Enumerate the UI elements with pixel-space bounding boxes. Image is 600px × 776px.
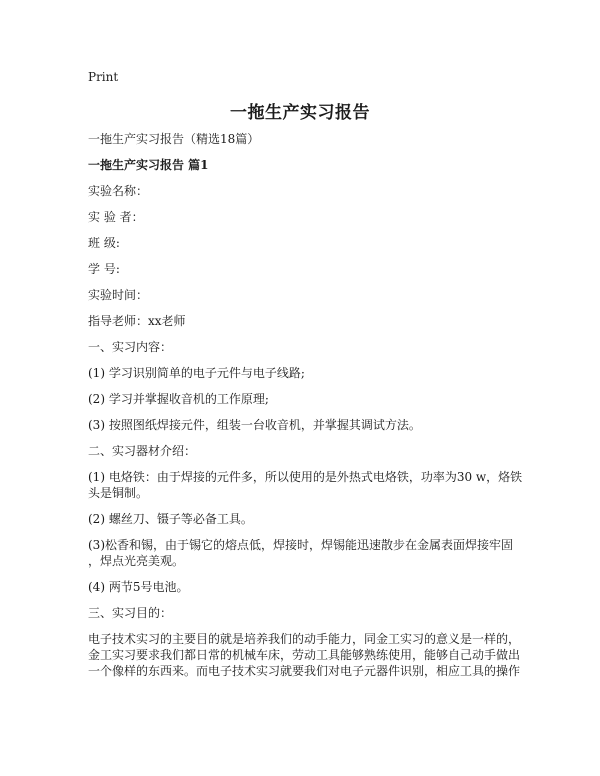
part3-paragraph-line: 电子技术实习的主要目的就是培养我们的动手能力，同金工实习的意义是一样的，: [88, 632, 521, 646]
field-experiment-time: 实验时间：: [88, 288, 149, 302]
part2-item-line: 头是铜制。: [88, 486, 149, 500]
part2-item-line: (4) 两节5号电池。: [88, 580, 189, 594]
document-body: [88, 131, 523, 679]
field-class: 班 级:: [88, 236, 120, 250]
part2-item-line: ，焊点光亮美观。: [88, 554, 185, 568]
section-heading: 一拖生产实习报告 篇1: [88, 158, 209, 172]
part2-item-line: (3)松香和锡，由于锡它的熔点低，焊接时，焊锡能迅速散步在金属表面焊接牢固: [88, 538, 514, 552]
field-experiment-name: 实验名称：: [88, 184, 149, 198]
part2-item-line: (2) 螺丝刀、镊子等必备工具。: [88, 512, 253, 526]
part1-item: (1) 学习识别简单的电子元件与电子线路;: [88, 366, 305, 380]
part1-item: (2) 学习并掌握收音机的工作原理;: [88, 392, 269, 406]
document-title: 一拖生产实习报告: [230, 103, 370, 123]
document-subtitle: 一拖生产实习报告（精选18篇）: [88, 132, 260, 146]
part2-heading: 二、实习器材介绍：: [88, 444, 197, 458]
part3-paragraph-line: 金工实习要求我们都日常的机械车床，劳动工具能够熟练使用，能够自己动手做出: [88, 648, 521, 662]
part1-heading: 一、实习内容：: [88, 340, 173, 354]
part3-heading: 三、实习目的：: [88, 606, 173, 620]
field-student-id: 学 号:: [88, 262, 120, 276]
part1-item: (3) 按照图纸焊接元件，组装一台收音机，并掌握其调试方法。: [88, 418, 421, 432]
print-label: Print: [88, 70, 119, 84]
field-instructor: 指导老师：xx老师: [88, 314, 186, 328]
part2-item-line: (1) 电烙铁：由于焊接的元件多，所以使用的是外热式电烙铁，功率为30 w，烙铁: [88, 470, 523, 484]
field-experimenter: 实 验 者：: [88, 210, 144, 224]
part3-paragraph-line: 一个像样的东西来。而电子技术实习就要我们对电子元器件识别，相应工具的操作: [88, 664, 521, 678]
